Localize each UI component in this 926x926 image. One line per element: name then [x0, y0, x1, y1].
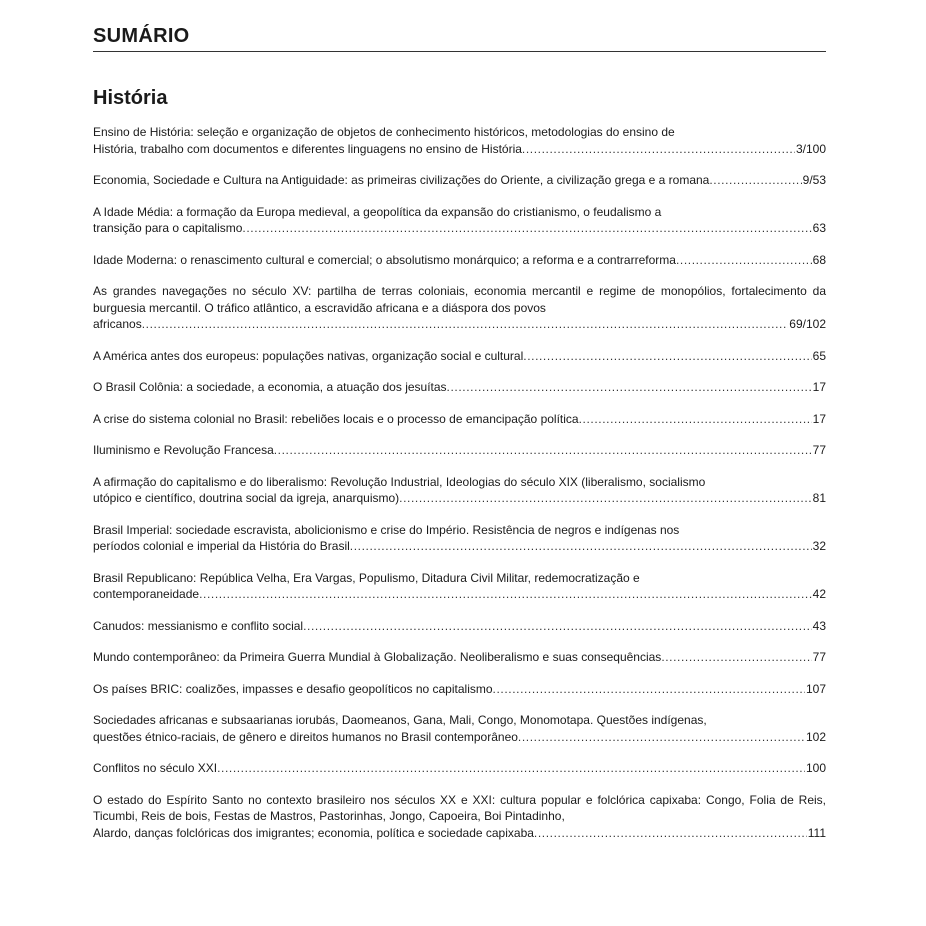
toc-entry-text: A Idade Média: a formação da Europa medieval, a geopolítica da expansão do cristianismo, o feudalismo a	[93, 204, 662, 219]
page-number: 68	[812, 252, 826, 267]
toc-entry-last-line	[93, 141, 826, 158]
toc-page	[93, 22, 826, 856]
toc-entry[interactable]	[93, 411, 826, 428]
toc-entry-last-line	[93, 348, 826, 365]
toc-entry-text: Os países BRIC: coalizões, impasses e desafio geopolíticos no capitalismo	[93, 681, 493, 696]
toc-entry-text: Brasil Imperial: sociedade escravista, abolicionismo e crise do Império. Resistência de negros e indígenas nos	[93, 522, 680, 537]
dot-leader	[534, 825, 807, 842]
page-number: 32	[812, 539, 826, 553]
toc-entry[interactable]	[93, 474, 826, 507]
page-number: 43	[812, 618, 826, 633]
page-number: 69/102	[789, 317, 826, 331]
toc-entry-last-line	[93, 825, 826, 842]
page-number: 42	[812, 587, 826, 601]
toc-entry[interactable]	[93, 760, 826, 777]
toc-entry[interactable]	[93, 348, 826, 365]
toc-entry-last-line	[93, 252, 826, 269]
toc-entry[interactable]	[93, 712, 826, 745]
toc-entry-text: africanos	[93, 317, 142, 331]
toc-entry-text: A crise do sistema colonial no Brasil: rebeliões locais e o processo de emancipação política	[93, 411, 579, 426]
toc-entry-last-line	[93, 681, 826, 698]
dot-leader	[217, 760, 805, 777]
toc-entry-last-line	[93, 442, 826, 459]
dot-leader	[142, 316, 789, 333]
toc-entry-text: Economia, Sociedade e Cultura na Antiguidade: as primeiras civilizações do Oriente, a civilização grega e a romana	[93, 173, 710, 187]
toc-entry-text: Idade Moderna: o renascimento cultural e comercial; o absolutismo monárquico; a reforma e a contrarreforma	[93, 252, 676, 267]
toc-entry-text: A América antes dos europeus: populações nativas, organização social e cultural	[93, 348, 524, 363]
toc-entry-text: O Brasil Colônia: a sociedade, a economia, a atuação dos jesuítas	[93, 380, 447, 394]
toc-entry[interactable]	[93, 570, 826, 603]
toc-entry[interactable]	[93, 379, 826, 396]
dot-leader	[579, 411, 812, 428]
toc-list	[93, 124, 826, 841]
page-number: 77	[812, 650, 826, 664]
toc-entry-text: Conflitos no século XXI	[93, 761, 218, 775]
toc-entry-text: Brasil Republicano: República Velha, Era Vargas, Populismo, Ditadura Civil Militar, redemocratização e	[93, 570, 640, 585]
section-title: História	[93, 87, 168, 109]
toc-entry-last-line	[93, 618, 826, 635]
toc-entry-text: Ensino de História: seleção e organização de objetos de conhecimento históricos, metodologias do ensino de	[93, 125, 675, 139]
toc-entry-last-line	[93, 220, 826, 237]
toc-entry-last-line	[93, 172, 826, 189]
toc-entry[interactable]	[93, 283, 826, 333]
toc-entry-text: Sociedades africanas e subsaarianas iorubás, Daomeanos, Gana, Mali, Congo, Monomotapa. Questões indígenas,	[93, 713, 707, 727]
toc-entry[interactable]	[93, 172, 826, 189]
toc-entry[interactable]	[93, 649, 826, 666]
toc-entry[interactable]	[93, 204, 826, 237]
dot-leader	[709, 172, 801, 189]
toc-entry-text: períodos colonial e imperial da História do Brasil	[93, 539, 350, 553]
page-number: 102	[805, 729, 826, 744]
toc-entry-text: transição para o capitalismo	[93, 221, 243, 235]
toc-entry[interactable]	[93, 124, 826, 157]
page-number: 9/53	[802, 173, 826, 187]
toc-entry[interactable]	[93, 522, 826, 555]
page-number: 111	[807, 825, 826, 840]
toc-entry-last-line	[93, 760, 826, 777]
page-number: 17	[812, 380, 826, 394]
dot-leader	[274, 442, 812, 459]
toc-entry-last-line	[93, 586, 826, 603]
toc-entry-text: Iluminismo e Revolução Francesa	[93, 443, 274, 457]
dot-leader	[676, 252, 812, 269]
toc-entry-text: Alardo, danças folclóricas dos imigrantes; economia, política e sociedade capixaba	[93, 825, 534, 840]
toc-entry-last-line	[93, 316, 826, 333]
page-title: SUMÁRIO	[93, 22, 826, 52]
dot-leader	[518, 729, 805, 746]
toc-entry-last-line	[93, 411, 826, 428]
toc-entry-text: Mundo contemporâneo: da Primeira Guerra Mundial à Globalização. Neoliberalismo e suas consequências	[93, 650, 662, 664]
toc-entry-text: contemporaneidade	[93, 587, 200, 601]
toc-entry-text: A afirmação do capitalismo e do liberalismo: Revolução Industrial, Ideologias do século XIX (liberalismo, socialismo	[93, 474, 706, 489]
dot-leader	[661, 649, 811, 666]
toc-entry-last-line	[93, 538, 826, 555]
page-number: 17	[812, 411, 826, 426]
dot-leader	[493, 681, 805, 698]
toc-entry-last-line	[93, 490, 826, 507]
dot-leader	[199, 586, 812, 603]
dot-leader	[399, 490, 811, 507]
dot-leader	[350, 538, 812, 555]
page-number: 100	[805, 761, 826, 775]
dot-leader	[523, 348, 811, 365]
page-number: 3/100	[795, 141, 826, 156]
toc-entry-last-line	[93, 729, 826, 746]
dot-leader	[522, 141, 795, 158]
page-number: 65	[812, 348, 826, 363]
page-number: 77	[812, 443, 826, 457]
toc-entry-text: Canudos: messianismo e conflito social	[93, 618, 304, 633]
toc-entry[interactable]	[93, 252, 826, 269]
page-number: 81	[812, 491, 826, 505]
toc-entry-text: questões étnico-raciais, de gênero e direitos humanos no Brasil contemporâneo	[93, 729, 518, 744]
toc-entry-text: utópico e científico, doutrina social da igreja, anarquismo)	[93, 491, 400, 505]
page-number: 107	[805, 681, 826, 696]
toc-entry[interactable]	[93, 618, 826, 635]
toc-entry-text: As grandes navegações no século XV: partilha de terras coloniais, economia mercantil e regime de monopólios, fortalecimento da burguesia mercantil. O tráfico atlântico, a escravidão africana e a diáspora dos povos	[93, 284, 826, 315]
page-number: 63	[812, 221, 826, 235]
toc-entry-last-line	[93, 649, 826, 666]
toc-entry-text: O estado do Espírito Santo no contexto brasileiro nos séculos XX e XXI: cultura popular e folclórica capixaba: Congo, Folia de Reis, Ticumbi, Reis de bois, Festas de Mastros, Pastorinhas, Jongo, Capoeira, Boi Pintadinho,	[93, 792, 826, 823]
toc-entry[interactable]	[93, 792, 826, 842]
toc-entry-text: História, trabalho com documentos e diferentes linguagens no ensino de História	[93, 141, 522, 156]
toc-entry[interactable]	[93, 442, 826, 459]
dot-leader	[242, 220, 811, 237]
dot-leader	[303, 618, 812, 635]
toc-entry[interactable]	[93, 681, 826, 698]
toc-entry-last-line	[93, 379, 826, 396]
dot-leader	[447, 379, 812, 396]
